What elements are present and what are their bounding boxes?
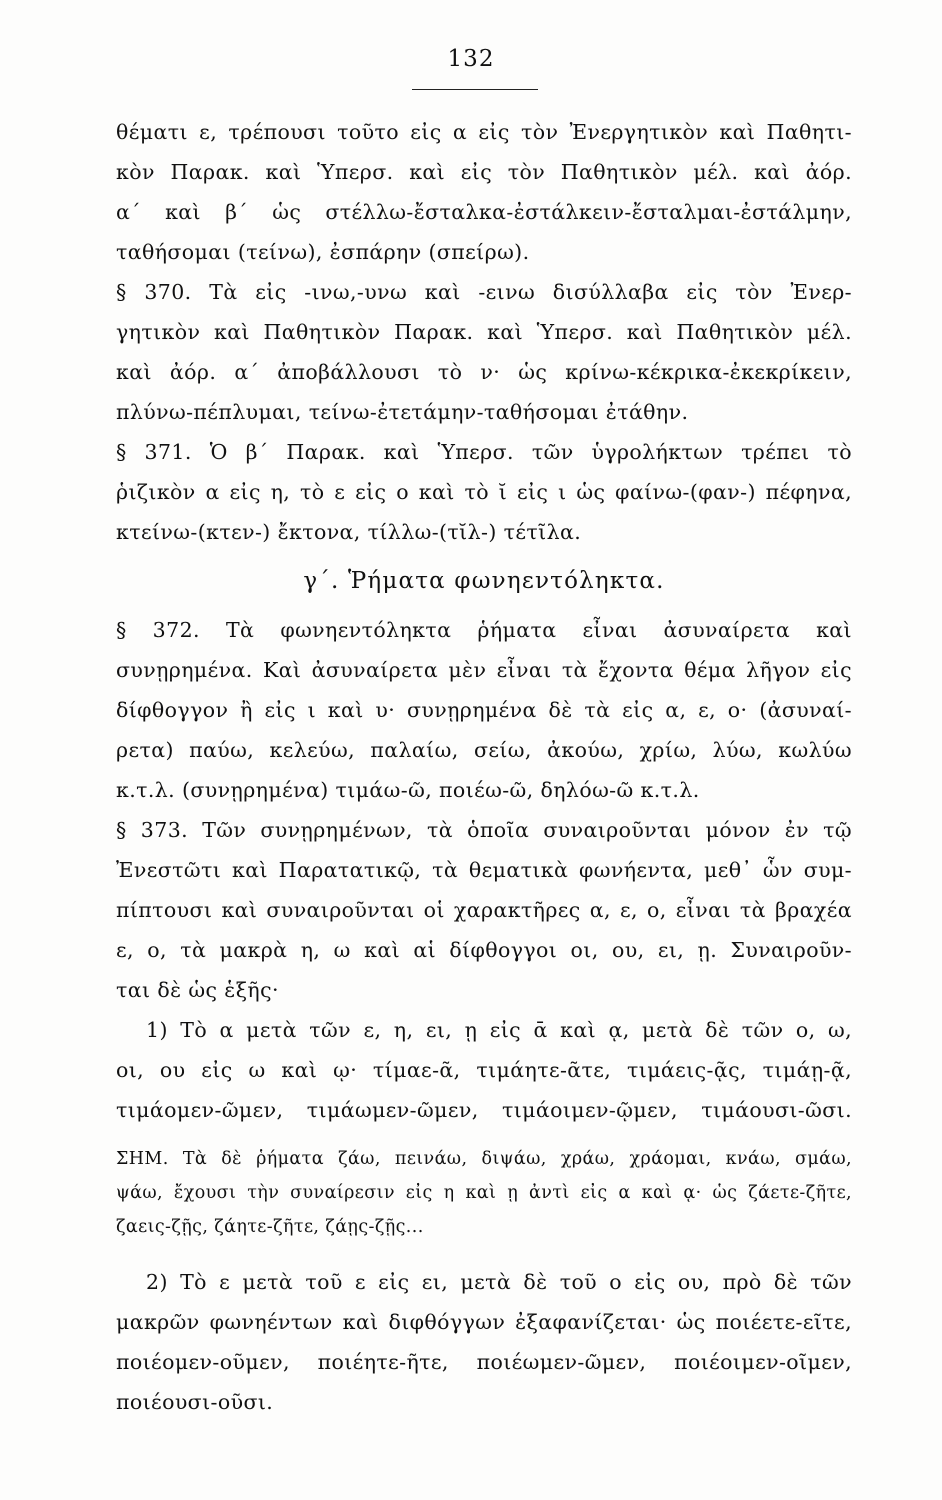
text-line: πίπτουσι καὶ συναιροῦνται οἱ χαρακτῆρες α, ε, ο, εἶναι τὰ βραχέα xyxy=(116,898,852,922)
section-370-start: § 370. Τὰ εἰς -ινω,-υνω καὶ -εινω δισύλλαβα εἰς τὸν Ἐνερ- xyxy=(116,280,852,304)
spacer xyxy=(116,1244,852,1262)
body-text xyxy=(116,112,852,1422)
text-line: συνῃρημένα. Καὶ ἀσυναίρετα μὲν εἶναι τὰ ἔχοντα θέμα λῆγον εἰς xyxy=(116,658,852,682)
text-line: μακρῶν φωνηέντων καὶ διφθόγγων ἐξαφανίζεται· ὡς ποιέετε-εῖτε, xyxy=(116,1310,852,1334)
text-line: καὶ ἀόρ. α΄ ἀποβάλλουσι τὸ ν· ὡς κρίνω-κέκρικα-ἐκεκρίκειν, xyxy=(116,360,852,384)
text-line: δίφθογγον ἢ εἰς ι καὶ υ· συνῃρημένα δὲ τὰ εἰς α, ε, ο· (ἀσυναί- xyxy=(116,698,852,722)
spacer xyxy=(116,1130,852,1142)
section-372-start: § 372. Τὰ φωνηεντόληκτα ῥήματα εἶναι ἀσυναίρετα καὶ xyxy=(116,618,852,642)
page-number-rule xyxy=(412,89,538,90)
text-line: κὸν Παρακ. καὶ Ὑπερσ. καὶ εἰς τὸν Παθητικὸν μέλ. καὶ ἀόρ. xyxy=(116,160,852,184)
text-line: ποιέουσι-οῦσι. xyxy=(116,1390,274,1414)
text-line: α΄ καὶ β΄ ὡς στέλλω-ἔσταλκα-ἐστάλκειν-ἔσταλμαι-ἐστάλμην, xyxy=(116,200,852,224)
text-line: θέματι ε, τρέπουσι τοῦτο εἰς α εἰς τὸν Ἐνεργητικὸν καὶ Παθητι- xyxy=(116,120,852,144)
text-line: ρετα) παύω, κελεύω, παλαίω, σείω, ἀκούω, χρίω, λύω, κωλύω xyxy=(116,738,852,762)
text-line: κ.τ.λ. (συνῃρημένα) τιμάω-ῶ, ποιέω-ῶ, δηλόω-ῶ κ.τ.λ. xyxy=(116,778,700,802)
text-line: Ἐνεστῶτι καὶ Παρατατικῷ, τὰ θεματικὰ φωνήεντα, μεθ᾽ ὧν συμ- xyxy=(116,858,852,882)
section-373-start: § 373. Τῶν συνῃρημένων, τὰ ὁποῖα συναιροῦνται μόνον ἐν τῷ xyxy=(116,818,852,842)
text-line: κτείνω-(κτεν-) ἔκτονα, τίλλω-(τῐλ-) τέτῖλα. xyxy=(116,520,582,544)
text-line: τιμάομεν-ῶμεν, τιμάωμεν-ῶμεν, τιμάοιμεν-ῷμεν, τιμάουσι-ῶσι. xyxy=(116,1098,852,1122)
text-line: πλύνω-πέπλυμαι, τείνω-ἐτετάμην-ταθήσομαι ἐτάθην. xyxy=(116,400,689,424)
text-line: ται δὲ ὡς ἑξῆς· xyxy=(116,978,279,1002)
note-line: ζαεις-ζῇς, ζάητε-ζῆτε, ζάῃς-ζῇς... xyxy=(116,1217,424,1237)
text-line: ταθήσομαι (τείνω), ἐσπάρην (σπείρω). xyxy=(116,240,530,264)
section-371-start: § 371. Ὁ β΄ Παρακ. καὶ Ὑπερσ. τῶν ὑγρολήκτων τρέπει τὸ xyxy=(116,440,852,464)
text-line: ε, ο, τὰ μακρὰ η, ω καὶ αἱ δίφθογγοι οι, ου, ει, ῃ. Συναιροῦν- xyxy=(116,938,852,962)
rule-2-start: 2) Τὸ ε μετὰ τοῦ ε εἰς ει, μετὰ δὲ τοῦ ο εἰς ου, πρὸ δὲ τῶν xyxy=(146,1270,852,1294)
text-line: γητικὸν καὶ Παθητικὸν Παρακ. καὶ Ὑπερσ. καὶ Παθητικὸν μέλ. xyxy=(116,320,852,344)
page-number: 132 xyxy=(447,46,495,72)
text-line: οι, ου εἰς ω καὶ ῳ· τίμαε-ᾶ, τιμάητε-ᾶτε, τιμάεις-ᾷς, τιμάῃ-ᾷ, xyxy=(116,1058,852,1082)
text-line: ῥιζικὸν α εἰς η, τὸ ε εἰς ο καὶ τὸ ῐ εἰς ι ὡς φαίνω-(φαν-) πέφηνα, xyxy=(116,480,852,504)
rule-1-start: 1) Τὸ α μετὰ τῶν ε, η, ει, ῃ εἰς ᾱ καὶ ᾳ, μετὰ δὲ τῶν ο, ω, xyxy=(146,1018,852,1042)
section-heading: γ΄. Ῥήματα φωνηεντόληκτα. xyxy=(303,568,665,594)
note-line: ψάω, ἔχουσι τὴν συναίρεσιν εἰς η καὶ ῃ ἀντὶ εἰς α καὶ ᾳ· ὡς ζάετε-ζῆτε, xyxy=(116,1183,852,1203)
note-line: ΣΗΜ. Τὰ δὲ ῥήματα ζάω, πεινάω, διψάω, χράω, χράομαι, κνάω, σμάω, xyxy=(116,1149,852,1169)
text-line: ποιέομεν-οῦμεν, ποιέητε-ῆτε, ποιέωμεν-ῶμεν, ποιέοιμεν-οῖμεν, xyxy=(116,1350,852,1374)
